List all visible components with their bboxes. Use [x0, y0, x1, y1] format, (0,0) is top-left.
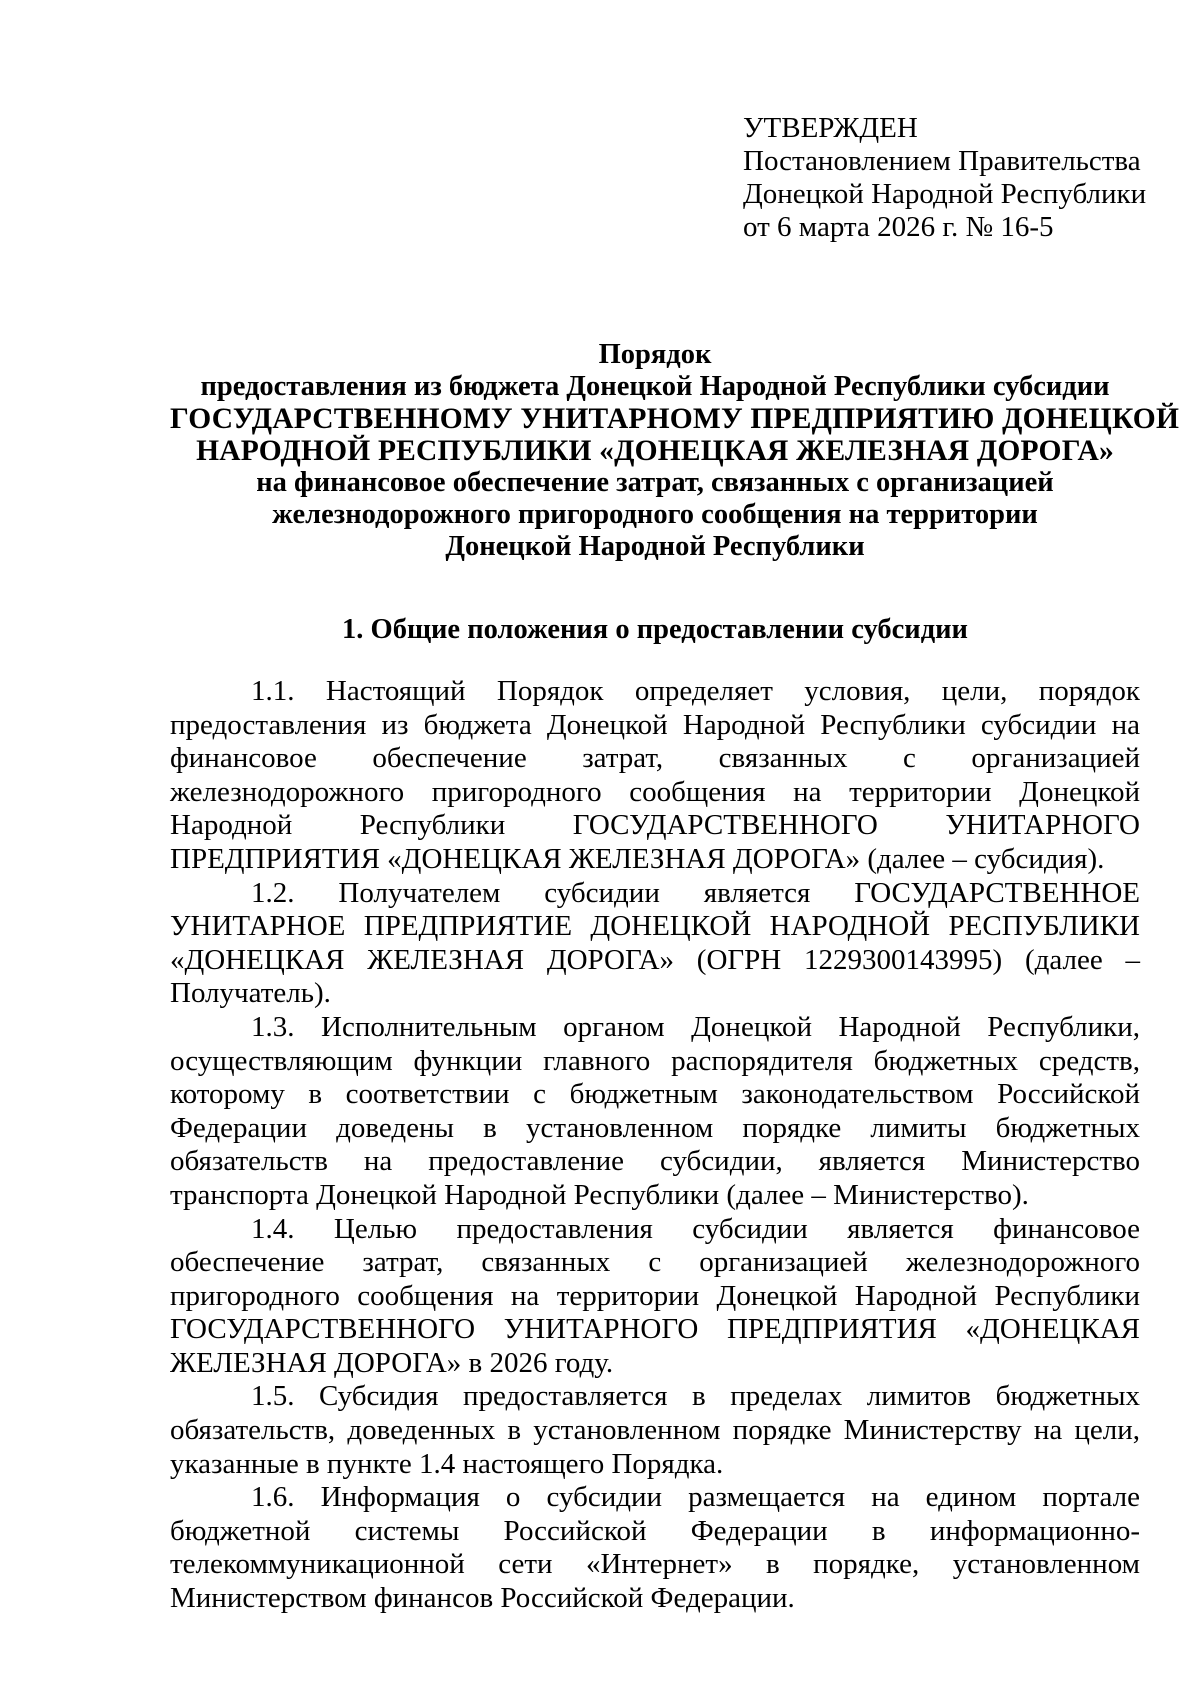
title-line: ГОСУДАРСТВЕННОМУ УНИТАРНОМУ ПРЕДПРИЯТИЮ ДОНЕЦКОЙ	[170, 403, 1180, 435]
title-line: на финансовое обеспечение затрат, связанных с организацией	[256, 467, 1054, 498]
title-line: железнодорожного пригородного сообщения на территории	[272, 499, 1038, 530]
paragraph-1-5: 1.5. Субсидия предоставляется в пределах лимитов бюджетных обязательств, доведенных в установленном порядке Министерству на цели, указанные в пункте 1.4 настоящего Порядка.	[170, 1380, 1140, 1480]
paragraph-1-1: 1.1. Настоящий Порядок определяет условия, цели, порядок предоставления из бюджета Донецкой Народной Республики субсидии на финансовое обеспечение затрат, связанных с организацией железнодорожного пригородного сообщения на территории Донецкой Народной Республики ГОСУДАРСТВЕННОГО УНИТАРНОГО ПРЕДПРИЯТИЯ «ДОНЕЦКАЯ ЖЕЛЕЗНАЯ ДОРОГА» (далее – субсидия).	[170, 675, 1140, 875]
title-line: Порядок	[598, 339, 712, 370]
section-body	[170, 675, 1140, 1616]
section-heading: 1. Общие положения о предоставлении субсидии	[342, 614, 968, 645]
approval-stamp: УТВЕРЖДЕН	[743, 112, 918, 144]
document-title	[170, 339, 1180, 563]
approval-line: Донецкой Народной Республики	[743, 178, 1147, 210]
title-line: Донецкой Народной Республики	[445, 531, 865, 562]
paragraph-1-3: 1.3. Исполнительным органом Донецкой Народной Республики, осуществляющим функции главного распорядителя бюджетных средств, которому в соответствии с бюджетным законодательством Российской Федерации доведены в установленном порядке лимиты бюджетных обязательств на предоставление субсидии, является Министерство транспорта Донецкой Народной Республики (далее – Министерство).	[170, 1010, 1140, 1211]
title-line: НАРОДНОЙ РЕСПУБЛИКИ «ДОНЕЦКАЯ ЖЕЛЕЗНАЯ ДОРОГА»	[196, 435, 1114, 467]
approval-line: Постановлением Правительства	[743, 145, 1141, 177]
title-line: предоставления из бюджета Донецкой Народной Республики субсидии	[200, 371, 1110, 402]
paragraph-1-6: 1.6. Информация о субсидии размещается на едином портале бюджетной системы Российской Федерации в информационно-телекоммуникационной сети «Интернет» в порядке, установленном Министерством финансов Российской Федерации.	[170, 1481, 1140, 1615]
approval-block	[743, 112, 1163, 244]
paragraph-1-2: 1.2. Получателем субсидии является ГОСУДАРСТВЕННОЕ УНИТАРНОЕ ПРЕДПРИЯТИЕ ДОНЕЦКОЙ НАРОДНОЙ РЕСПУБЛИКИ «ДОНЕЦКАЯ ЖЕЛЕЗНАЯ ДОРОГА» (ОГРН 1229300143995) (далее – Получатель).	[170, 876, 1140, 1010]
paragraph-1-4: 1.4. Целью предоставления субсидии является финансовое обеспечение затрат, связанных с организацией железнодорожного пригородного сообщения на территории Донецкой Народной Республики ГОСУДАРСТВЕННОГО УНИТАРНОГО ПРЕДПРИЯТИЯ «ДОНЕЦКАЯ ЖЕЛЕЗНАЯ ДОРОГА» в 2026 году.	[170, 1212, 1140, 1379]
approval-date: от 6 марта 2026 г. № 16-5	[743, 211, 1054, 243]
